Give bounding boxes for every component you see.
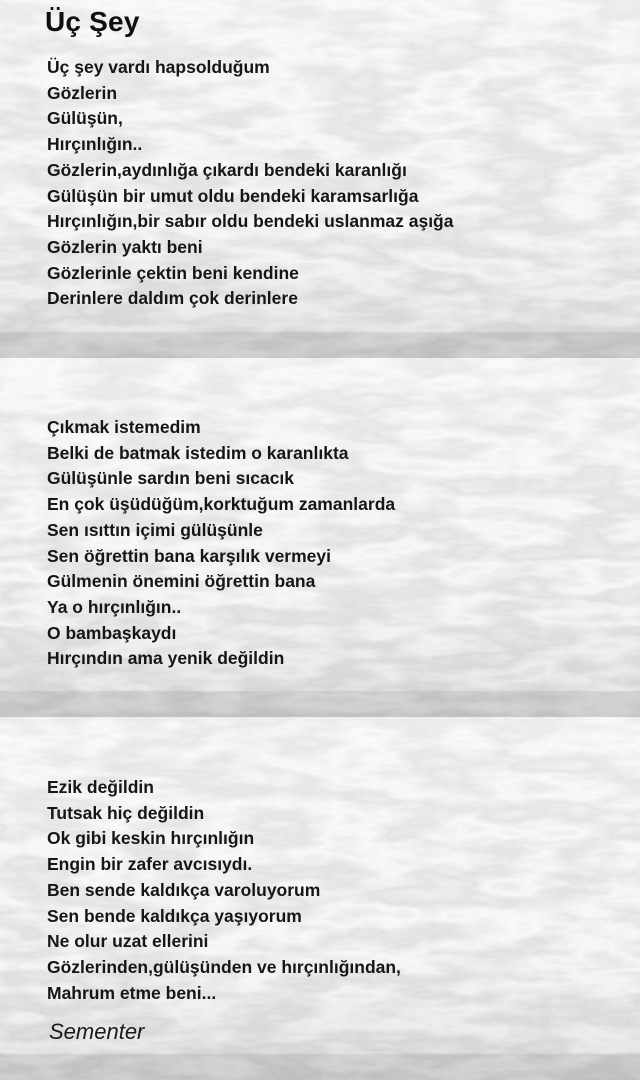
poem-line: Gözlerin yaktı beni <box>47 236 203 257</box>
poem-line: Hırçınlığın,bir sabır oldu bendeki uslanmaz aşığa <box>47 211 454 232</box>
poem-line: Gülmenin önemini öğrettin bana <box>47 571 316 592</box>
poem-line: Gözlerinle çektin beni kendine <box>47 262 299 283</box>
poem-line: Derinlere daldım çok derinlere <box>47 288 298 309</box>
poem-line: Engin bir zafer avcısıydı. <box>47 854 253 875</box>
poem-line: Sen ısıttın içimi gülüşünle <box>47 519 263 540</box>
poem-line: Gözlerin,aydınlığa çıkardı bendeki karanlığı <box>47 159 407 180</box>
poem-line: O bambaşkaydı <box>47 622 177 643</box>
poem-line: Ok gibi keskin hırçınlığın <box>47 828 255 849</box>
poem-line: Ben sende kaldıkça varoluyorum <box>47 879 321 900</box>
poem-line: Ezik değildin <box>47 777 154 797</box>
poem-title: Üç Şey <box>45 6 140 37</box>
stanza-1 <box>47 55 630 312</box>
poem-line: Tutsak hiç değildin <box>47 802 205 823</box>
poem-line: Gülüşün bir umut oldu bendeki karamsarlığa <box>47 185 419 206</box>
poem-line: Gözlerinden,gülüşünden ve hırçınlığından, <box>47 956 401 977</box>
poem-line: Sen öğrettin bana karşılık vermeyi <box>47 545 332 566</box>
poem-line: Hırçınlığın.. <box>47 134 143 155</box>
poem-line: Ya o hırçınlığın.. <box>47 596 182 617</box>
poem-line: Ne olur uzat ellerini <box>47 931 209 952</box>
poem-line: Çıkmak istemedim <box>47 417 201 437</box>
poem-line: Gözlerin <box>47 82 118 103</box>
poem-line: Mahrum etme beni... <box>47 982 217 1003</box>
poem-line: Gülüşün, <box>47 108 123 129</box>
poem-line: En çok üşüdüğüm,korktuğum zamanlarda <box>47 494 396 515</box>
stanza-3 <box>47 775 630 1006</box>
poem-line: Hırçındın ama yenik değildin <box>47 648 285 669</box>
poem-author-signature: Sementer <box>49 1019 145 1044</box>
stanza-2 <box>47 415 630 672</box>
poem-line: Gülüşünle sardın beni sıcacık <box>47 468 295 489</box>
poem-line: Belki de batmak istedim o karanlıkta <box>47 442 349 463</box>
poem-line: Sen bende kaldıkça yaşıyorum <box>47 905 302 926</box>
poem-line: Üç şey vardı hapsolduğum <box>47 57 270 77</box>
